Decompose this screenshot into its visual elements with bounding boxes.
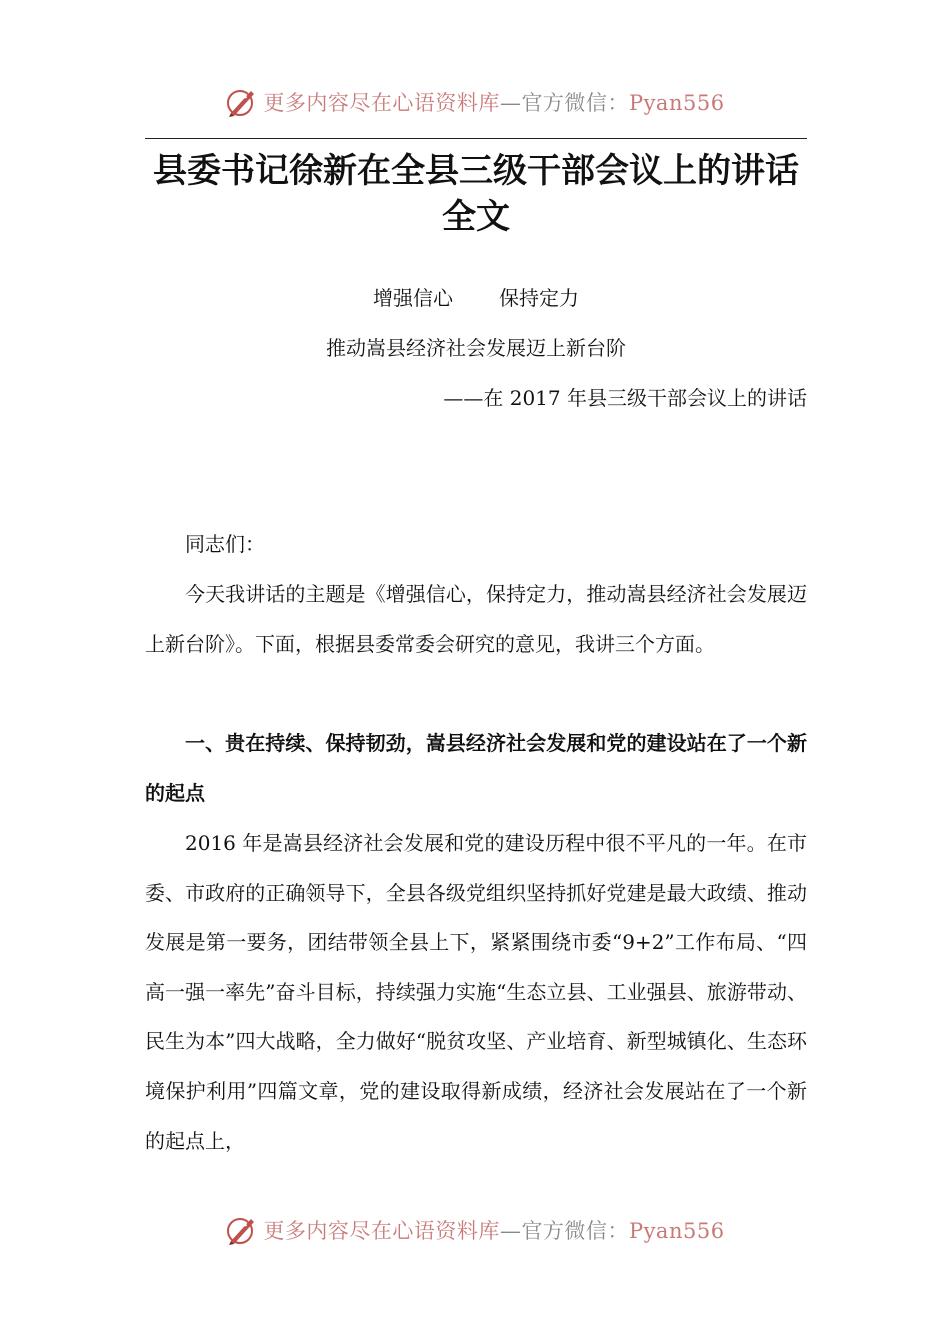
document-title: 县委书记徐新在全县三级干部会议上的讲话全文: [153, 151, 799, 237]
subtitle-line-2: 推动嵩县经济社会发展迈上新台阶: [326, 336, 626, 360]
watermark-text: 更多内容尽在心语资料库—官方微信：Pyan556: [263, 91, 725, 115]
greeting: 同志们：: [185, 532, 265, 556]
paragraph-body: 2016 年是嵩县经济社会发展和党的建设历程中很不平凡的一年。在市委、市政府的正确领导下，全县各级党组织坚持抓好党建是最大政绩、推动发展是第一要务，团结带领全县上下，紧紧围绕市委“9+2”工作布局、“四高一强一率先”奋斗目标，持续强力实施“生态立县、工业强县、旅游带动、民生为本”四大战略，全力做好“脱贫攻坚、产业培育、新型城镇化、生态环境保护利用”四篇文章，党的建设取得新成绩，经济社会发展站在了一个新的起点上，: [145, 831, 807, 1153]
watermark-text: 更多内容尽在心语资料库—官方微信：Pyan556: [263, 1219, 725, 1243]
section-heading-1: 一、贵在持续、保持韧劲，嵩县经济社会发展和党的建设站在了一个新的起点: [145, 731, 807, 805]
pen-logo-icon: [225, 1213, 259, 1247]
subtitle-line-1: 增强信心 保持定力: [373, 286, 579, 310]
byline: ——在 2017 年县三级干部会议上的讲话: [443, 386, 807, 410]
header-rule: [145, 138, 807, 139]
header-watermark: [0, 80, 950, 124]
footer-watermark: [0, 1208, 950, 1252]
pen-logo-icon: [225, 85, 259, 119]
paragraph-intro: 今天我讲话的主题是《增强信心，保持定力，推动嵩县经济社会发展迈上新台阶》。下面，根据县委常委会研究的意见，我讲三个方面。: [145, 582, 807, 656]
